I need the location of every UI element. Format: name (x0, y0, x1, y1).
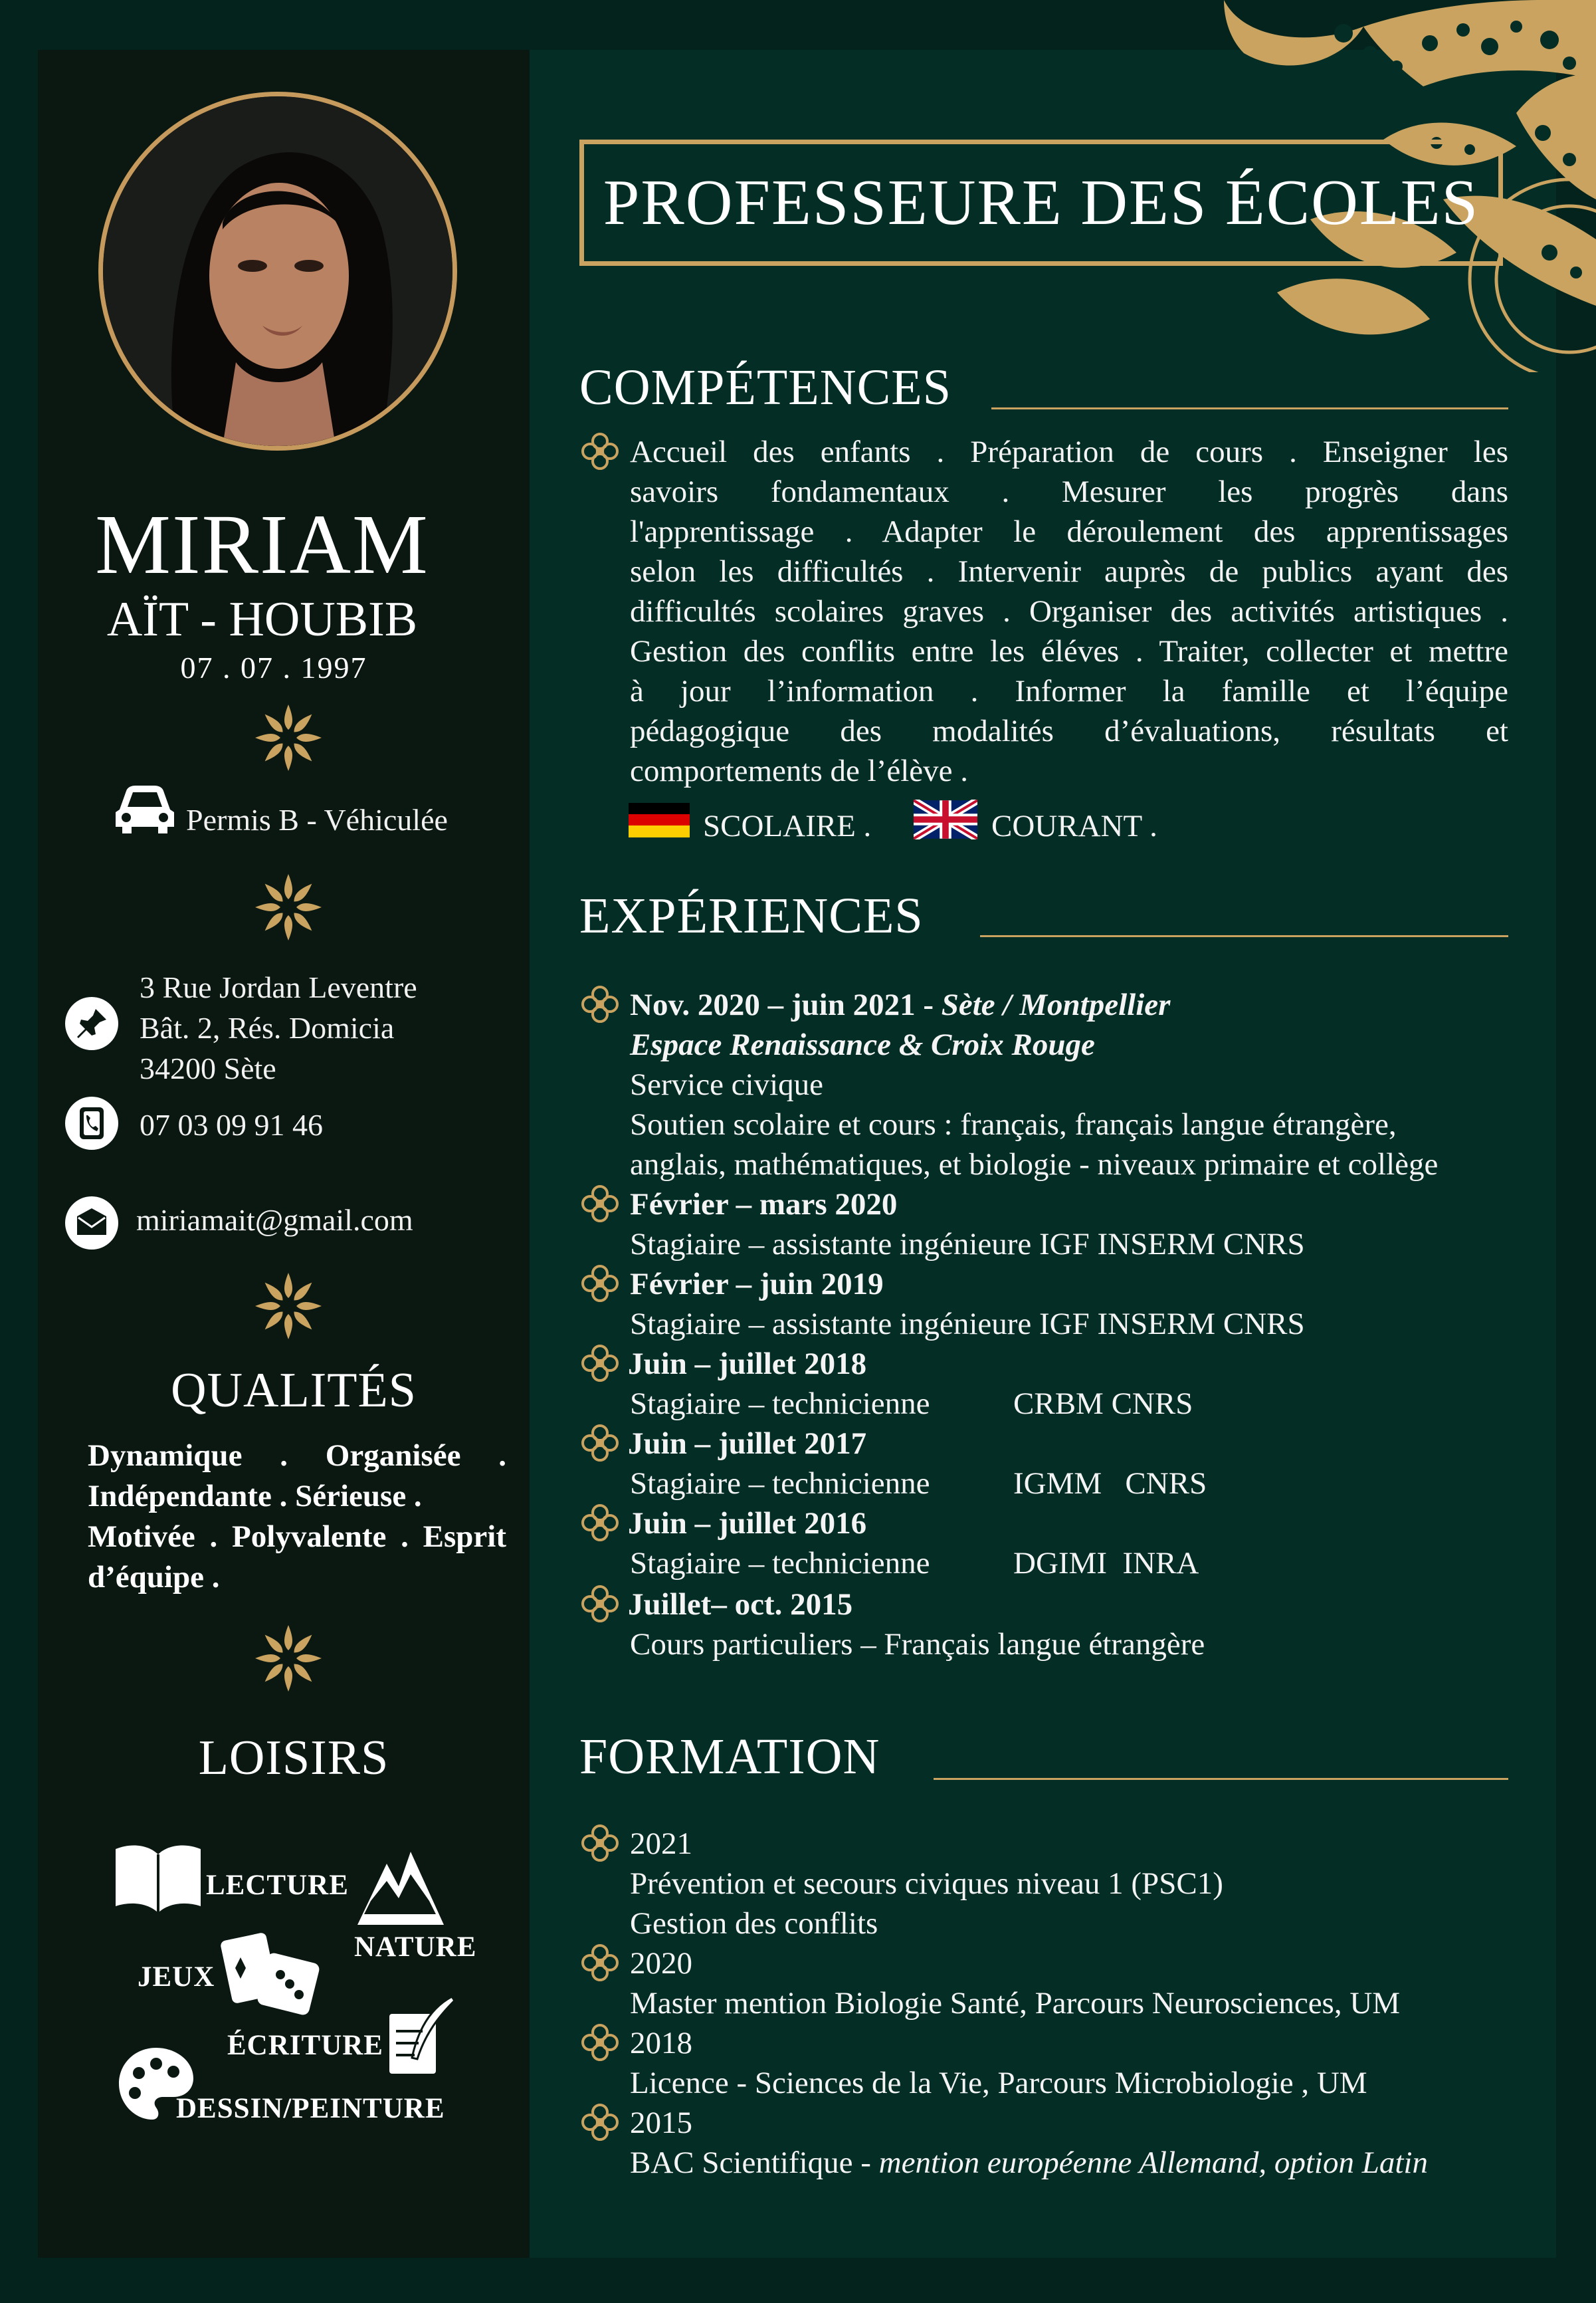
flower-bullet-icon (579, 2022, 621, 2063)
experience-line: anglais, mathématiques, et biologie - niveaux primaire et collège (630, 1147, 1439, 1182)
flower-bullet-icon (579, 1583, 621, 1624)
experience-role: Stagiaire – assistante ingénieure IGF INSERM CNRS (630, 1227, 1305, 1261)
hobbies-title: LOISIRS (198, 1731, 389, 1785)
experience-title: EXPÉRIENCES (579, 888, 924, 944)
education-line: Gestion des conflits (630, 1906, 878, 1941)
hobby-writing: ÉCRITURE (227, 2030, 383, 2061)
experience-period: Juin – juillet 2018 (628, 1347, 867, 1381)
dice-cards-icon (221, 1931, 327, 2017)
experience-role: Cours particuliers – Français langue étrangère (630, 1627, 1205, 1662)
flower-bullet-icon (579, 1822, 621, 1864)
first-name: MIRIAM (95, 497, 429, 592)
mountain-icon (357, 1848, 444, 1927)
flower-bullet-icon (579, 1502, 621, 1543)
experience-period: Nov. 2020 – juin 2021 - (630, 988, 942, 1022)
flower-bullet-icon (579, 2102, 621, 2143)
experience-place: Sète / Montpellier (941, 988, 1171, 1022)
education-line: BAC Scientifique - (630, 2145, 879, 2180)
qualities-title: QUALITÉS (171, 1363, 417, 1418)
skill-line: l'apprentissage . Adapter le déroulement des apprentissages (630, 514, 1508, 549)
skill-line: à jour l’information . Informer la famille et l’équipe (630, 674, 1508, 709)
profile-photo (98, 92, 457, 451)
education-title: FORMATION (579, 1729, 880, 1785)
skills-title: COMPÉTENCES (579, 360, 951, 415)
education-year: 2021 (630, 1826, 692, 1861)
education-line: Prévention et secours civiques niveau 1 (PSC1) (630, 1866, 1223, 1901)
skill-line: pédagogique des modalités d’évaluations, résultats et (630, 714, 1508, 748)
phone-icon (65, 1097, 118, 1150)
skill-line: savoirs fondamentaux . Mesurer les progrès dans (630, 475, 1508, 509)
experience-line: Service civique (630, 1067, 824, 1102)
flower-bullet-icon (579, 1183, 621, 1224)
experience-role: Stagiaire – assistante ingénieure IGF INSERM CNRS (630, 1307, 1305, 1341)
education-line: Licence - Sciences de la Vie, Parcours Microbiologie , UM (630, 2066, 1367, 2100)
sunburst-divider-icon (249, 698, 328, 778)
pin-icon (65, 997, 118, 1050)
experience-lab: IGMM CNRS (1013, 1466, 1207, 1501)
skill-line: Gestion des conflits entre les éléves . Traiter, collecter et mettre (630, 634, 1508, 669)
language-level-english: COURANT . (991, 809, 1157, 843)
skill-line: Accueil des enfants . Préparation de cours . Enseigner les (630, 435, 1508, 469)
address-line: Bât. 2, Rés. Domicia (140, 1011, 395, 1045)
experience-org: Espace Renaissance & Croix Rouge (630, 1028, 1095, 1062)
book-icon (112, 1840, 205, 1918)
uk-flag-icon (914, 800, 977, 839)
quill-paper-icon (385, 1994, 458, 2080)
language-level-german: SCOLAIRE . (703, 809, 872, 843)
quality-line: Motivée . Polyvalente . Esprit (88, 1519, 506, 1554)
experience-lab: CRBM CNRS (1013, 1386, 1193, 1421)
education-line: Master mention Biologie Santé, Parcours Neurosciences, UM (630, 1986, 1401, 2021)
sunburst-divider-icon (249, 1618, 328, 1698)
job-title: PROFESSEURE DES ÉCOLES (603, 167, 1480, 239)
last-name: AÏT - HOUBIB (106, 592, 418, 647)
quality-line: Indépendante . Sérieuse . (88, 1479, 422, 1513)
skill-line: difficultés scolaires graves . Organiser des activités artistiques . (630, 594, 1508, 629)
section-rule (980, 935, 1508, 937)
flower-bullet-icon (579, 1263, 621, 1304)
section-rule (934, 1778, 1508, 1780)
education-detail: mention européenne Allemand, option Latin (878, 2145, 1428, 2180)
experience-period: Juillet– oct. 2015 (628, 1587, 853, 1622)
sunburst-divider-icon (249, 867, 328, 947)
portrait-illustration (103, 96, 452, 446)
experience-role: Stagiaire – technicienne (630, 1546, 930, 1581)
flower-bullet-icon (579, 984, 621, 1025)
experience-role: Stagiaire – technicienne (630, 1386, 930, 1421)
flower-bullet-icon (579, 1343, 621, 1384)
experience-role: Stagiaire – technicienne (630, 1466, 930, 1501)
birth-date: 07 . 07 . 1997 (180, 651, 367, 685)
education-year: 2020 (630, 1946, 692, 1981)
address-line: 34200 Sète (140, 1051, 276, 1085)
flower-bullet-icon (579, 1422, 621, 1464)
skill-line: comportements de l’élève . (630, 754, 968, 788)
job-title-box (579, 140, 1503, 266)
hobby-nature: NATURE (354, 1931, 477, 1963)
hobby-games: JEUX (138, 1961, 215, 1993)
experience-period: Juin – juillet 2016 (628, 1506, 867, 1541)
email-address[interactable]: miriamait@gmail.com (136, 1203, 413, 1237)
phone-number[interactable]: 07 03 09 91 46 (140, 1108, 323, 1142)
german-flag-icon (629, 803, 690, 837)
quality-line: d’équipe . (88, 1560, 220, 1594)
experience-period: Février – mars 2020 (630, 1187, 898, 1222)
hobby-reading: LECTURE (206, 1870, 349, 1901)
sunburst-divider-icon (249, 1266, 328, 1346)
address-line: 3 Rue Jordan Leventre (140, 970, 417, 1004)
car-icon (113, 783, 177, 836)
driving-license: Permis B - Véhiculée (186, 803, 448, 837)
quality-line: Dynamique . Organisée . (88, 1438, 506, 1473)
flower-bullet-icon (579, 431, 621, 472)
experience-period: Juin – juillet 2017 (628, 1426, 867, 1461)
section-rule (991, 407, 1508, 409)
email-icon (65, 1196, 118, 1250)
experience-lab: DGIMI INRA (1013, 1546, 1199, 1581)
experience-line: Soutien scolaire et cours : français, français langue étrangère, (630, 1107, 1397, 1142)
education-year: 2018 (630, 2026, 692, 2060)
education-year: 2015 (630, 2106, 692, 2140)
hobby-painting: DESSIN/PEINTURE (176, 2093, 445, 2124)
skill-line: selon les difficultés . Intervenir auprès de publics ayant des (630, 554, 1508, 589)
flower-bullet-icon (579, 1942, 621, 1983)
experience-period: Février – juin 2019 (630, 1267, 884, 1301)
